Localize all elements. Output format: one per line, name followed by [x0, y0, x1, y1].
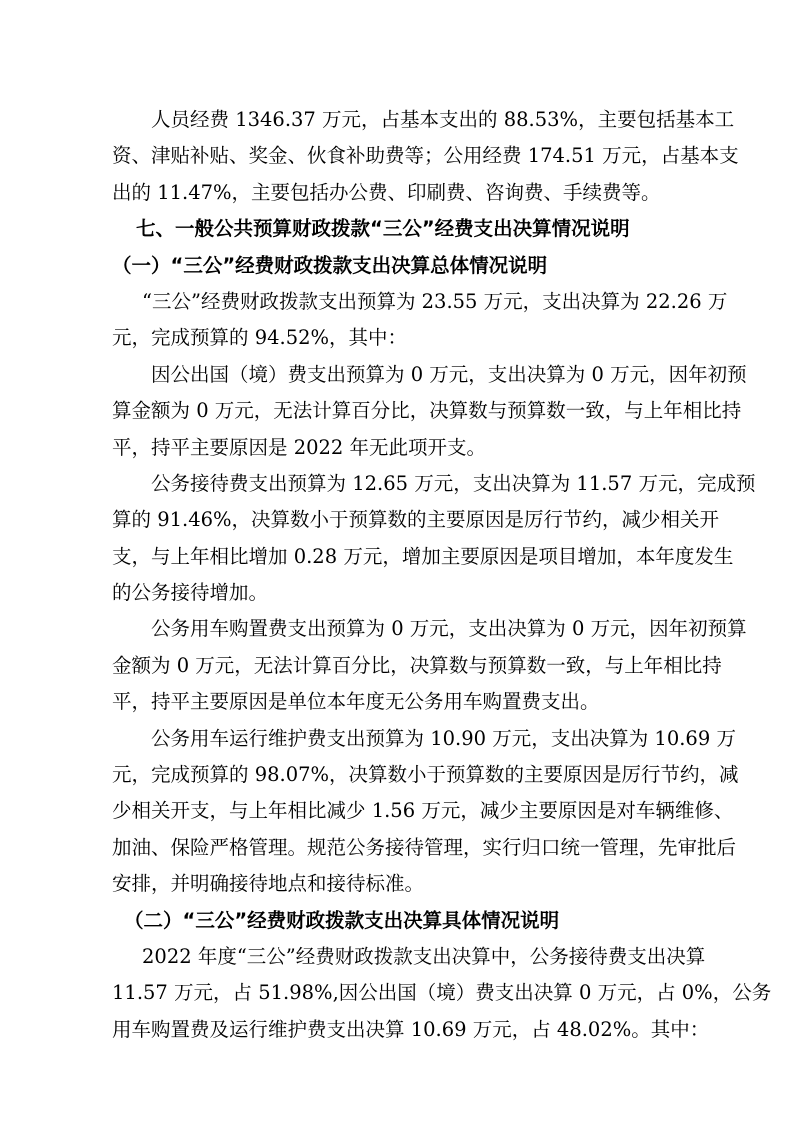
- paragraph-line: 算的 91.46%，决算数小于预算数的主要原因是厉行节约，减少相关开: [112, 508, 720, 532]
- paragraph-line: 用车购置费及运行维护费支出决算 10.69 万元，占 48.02%。其中：: [112, 1017, 710, 1041]
- paragraph-line: 因公出国（境）费支出预算为 0 万元，支出决算为 0 万元，因年初预: [151, 362, 747, 386]
- paragraph-line: 出的 11.47%，主要包括办公费、印刷费、咨询费、手续费等。: [112, 180, 661, 204]
- paragraph-line: 平，持平主要原因是 2022 年无此项开支。: [112, 435, 487, 459]
- subsection-heading: （二）“三公”经费财政拨款支出决算具体情况说明: [124, 908, 560, 932]
- paragraph-line: “三公”经费财政拨款支出预算为 23.55 万元，支出决算为 22.26 万: [142, 289, 728, 313]
- paragraph-line: 加油、保险严格管理。规范公务接待管理，实行归口统一管理，先审批后: [112, 835, 737, 859]
- paragraph-line: 公务用车购置费支出预算为 0 万元，支出决算为 0 万元，因年初预算: [151, 617, 747, 641]
- paragraph-line: 的公务接待增加。: [112, 581, 269, 605]
- paragraph-line: 2022 年度“三公”经费财政拨款支出决算中，公务接待费支出决算: [142, 944, 706, 968]
- paragraph-line: 公务接待费支出预算为 12.65 万元，支出决算为 11.57 万元，完成预: [151, 471, 756, 495]
- paragraph-line: 11.57 万元，占 51.98%,因公出国（境）费支出决算 0 万元，占 0%，公务: [112, 981, 772, 1005]
- paragraph-line: 支，与上年相比增加 0.28 万元，增加主要原因是项目增加，本年度发生: [112, 544, 734, 568]
- paragraph-line: 元，完成预算的 94.52%，其中：: [112, 326, 408, 350]
- paragraph-line: 元，完成预算的 98.07%，决算数小于预算数的主要原因是厉行节约，减: [112, 763, 739, 787]
- paragraph-line: 平，持平主要原因是单位本年度无公务用车购置费支出。: [112, 690, 600, 714]
- paragraph-line: 安排，并明确接待地点和接待标准。: [112, 872, 425, 896]
- paragraph-line: 人员经费 1346.37 万元，占基本支出的 88.53%，主要包括基本工: [151, 108, 735, 131]
- subsection-heading: （一）“三公”经费财政拨款支出决算总体情况说明: [112, 253, 548, 277]
- paragraph-line: 公务用车运行维护费支出预算为 10.90 万元，支出决算为 10.69 万: [151, 726, 736, 750]
- section-heading: 七、一般公共预算财政拨款“三公”经费支出决算情况说明: [136, 217, 630, 241]
- paragraph-line: 少相关开支，与上年相比减少 1.56 万元，减少主要原因是对车辆维修、: [112, 799, 734, 823]
- paragraph-line: 算金额为 0 万元，无法计算百分比，决算数与预算数一致，与上年相比持: [112, 399, 742, 423]
- document-body: [112, 102, 772, 1048]
- paragraph-line: 资、津贴补贴、奖金、伙食补助费等；公用经费 174.51 万元，占基本支: [112, 144, 739, 168]
- paragraph-line: 金额为 0 万元，无法计算百分比，决算数与预算数一致，与上年相比持: [112, 653, 722, 677]
